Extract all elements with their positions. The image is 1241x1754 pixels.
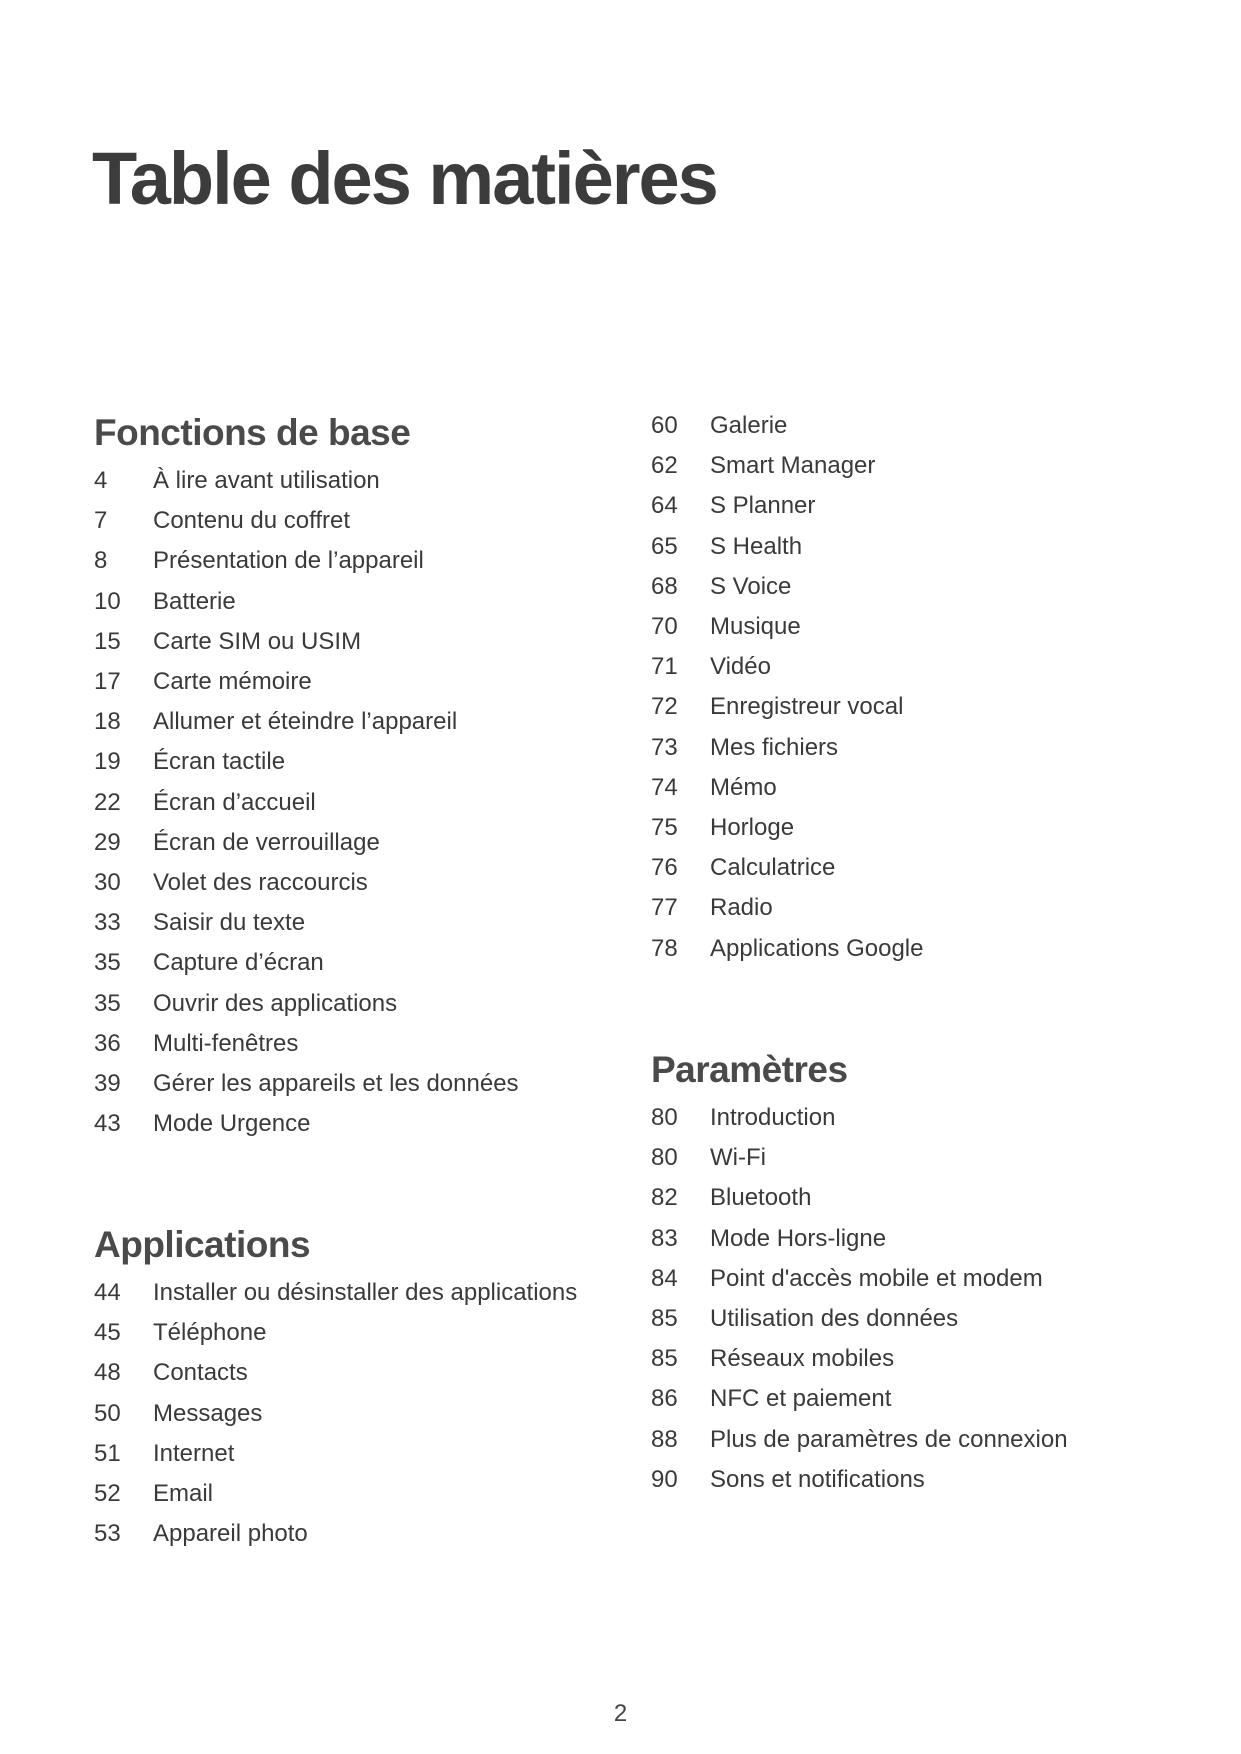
toc-entry-label: Galerie bbox=[710, 412, 788, 440]
toc-page-number: 29 bbox=[94, 828, 121, 856]
toc-page-number: 15 bbox=[94, 627, 121, 655]
toc-entry-label: Contenu du coffret bbox=[153, 507, 351, 535]
toc-entry-label: Mode Hors-ligne bbox=[710, 1224, 887, 1252]
toc-entry-label: Écran d’accueil bbox=[153, 788, 316, 816]
toc-page-number: 86 bbox=[651, 1385, 678, 1413]
toc-entry-label: Gérer les appareils et les données bbox=[153, 1069, 519, 1097]
toc-entry-label: Téléphone bbox=[153, 1319, 267, 1347]
toc-page-number: 17 bbox=[94, 668, 121, 696]
toc-entry[interactable] bbox=[94, 863, 614, 903]
toc-entry-label: Email bbox=[153, 1480, 214, 1508]
toc-page-number: 18 bbox=[94, 708, 121, 736]
toc-page-number: 8 bbox=[94, 547, 108, 575]
toc-entry[interactable] bbox=[94, 582, 614, 622]
toc-entry-label: Contacts bbox=[153, 1359, 248, 1387]
toc-entry-label: Musique bbox=[710, 613, 801, 641]
toc-page-number: 48 bbox=[94, 1359, 121, 1387]
toc-entry-label: Utilisation des données bbox=[710, 1305, 959, 1333]
toc-entry-label: Installer ou désinstaller des applications bbox=[153, 1279, 578, 1307]
toc-page-number: 77 bbox=[651, 894, 678, 922]
toc-entry[interactable] bbox=[651, 647, 1171, 687]
toc-page-number: 71 bbox=[651, 653, 678, 681]
toc-entry-label: Mes fichiers bbox=[710, 733, 839, 761]
toc-entry[interactable] bbox=[94, 622, 614, 662]
toc-entry-label: Applications Google bbox=[710, 934, 924, 962]
toc-entry-label: Calculatrice bbox=[710, 854, 836, 882]
toc-entry-label: Horloge bbox=[710, 813, 795, 841]
toc-page-number: 36 bbox=[94, 1029, 121, 1057]
toc-page-number: 19 bbox=[94, 748, 121, 776]
section-applications bbox=[94, 1217, 614, 1554]
section-heading: Paramètres bbox=[651, 1049, 848, 1090]
toc-entry-label: À lire avant utilisation bbox=[153, 467, 380, 495]
toc-entry[interactable] bbox=[651, 607, 1171, 647]
toc-entry[interactable] bbox=[651, 728, 1171, 768]
toc-entry[interactable] bbox=[94, 541, 614, 581]
toc-page-number: 22 bbox=[94, 788, 121, 816]
toc-page-number: 72 bbox=[651, 693, 678, 721]
toc-entry[interactable] bbox=[651, 848, 1171, 888]
toc-entry[interactable] bbox=[651, 1219, 1171, 1259]
toc-entry[interactable] bbox=[94, 1474, 614, 1514]
toc-page-number: 84 bbox=[651, 1264, 678, 1292]
toc-entry-label: Capture d’écran bbox=[153, 949, 324, 977]
toc-entry[interactable] bbox=[94, 1104, 614, 1144]
toc-entry[interactable] bbox=[651, 687, 1171, 727]
section-applications-continued bbox=[651, 406, 1171, 969]
toc-entry[interactable] bbox=[94, 1434, 614, 1474]
toc-entry[interactable] bbox=[94, 1024, 614, 1064]
toc-page-number: 82 bbox=[651, 1184, 678, 1212]
toc-entry-label: Allumer et éteindre l’appareil bbox=[153, 708, 458, 736]
toc-page-number: 51 bbox=[94, 1439, 121, 1467]
toc-entry[interactable] bbox=[651, 486, 1171, 526]
toc-entry-label: Saisir du texte bbox=[153, 909, 306, 937]
toc-entry[interactable] bbox=[94, 1514, 614, 1554]
toc-page-number: 39 bbox=[94, 1069, 121, 1097]
toc-entry[interactable] bbox=[651, 1178, 1171, 1218]
toc-page-number: 90 bbox=[651, 1465, 678, 1493]
toc-entry-label: Volet des raccourcis bbox=[153, 868, 368, 896]
toc-entry-label: Internet bbox=[153, 1439, 235, 1467]
toc-entry-label: Carte mémoire bbox=[153, 668, 312, 696]
section-heading: Applications bbox=[94, 1224, 311, 1265]
toc-entry[interactable] bbox=[651, 1299, 1171, 1339]
toc-entry[interactable] bbox=[94, 983, 614, 1023]
toc-entry-label: Mode Urgence bbox=[153, 1110, 311, 1138]
toc-entry-label: Point d'accès mobile et modem bbox=[710, 1264, 1043, 1292]
toc-entry[interactable] bbox=[651, 567, 1171, 607]
toc-entry-label: S Planner bbox=[710, 492, 816, 520]
toc-entry[interactable] bbox=[651, 928, 1171, 968]
toc-entry[interactable] bbox=[651, 808, 1171, 848]
toc-entry-label: Sons et notifications bbox=[710, 1465, 925, 1493]
toc-entry[interactable] bbox=[651, 1339, 1171, 1379]
toc-page-number: 64 bbox=[651, 492, 678, 520]
page-title: Table des matières bbox=[92, 137, 717, 220]
toc-entry[interactable] bbox=[94, 461, 614, 501]
toc-entry[interactable] bbox=[94, 823, 614, 863]
toc-entry[interactable] bbox=[94, 1353, 614, 1393]
toc-page-number: 78 bbox=[651, 934, 678, 962]
toc-entry[interactable] bbox=[94, 1064, 614, 1104]
toc-entry-label: Plus de paramètres de connexion bbox=[710, 1425, 1068, 1453]
toc-entry[interactable] bbox=[651, 446, 1171, 486]
toc-page-number: 85 bbox=[651, 1345, 678, 1373]
toc-page-number: 50 bbox=[94, 1399, 121, 1427]
toc-page-number: 35 bbox=[94, 949, 121, 977]
toc-page-number: 80 bbox=[651, 1144, 678, 1172]
section-fonctions-de-base bbox=[94, 405, 614, 1144]
toc-entry-label: Carte SIM ou USIM bbox=[153, 627, 362, 655]
toc-entry[interactable] bbox=[651, 1420, 1171, 1460]
toc-page-number: 76 bbox=[651, 854, 678, 882]
toc-entry-label: Wi-Fi bbox=[710, 1144, 766, 1172]
toc-entry[interactable] bbox=[651, 527, 1171, 567]
toc-entry[interactable] bbox=[94, 903, 614, 943]
toc-list bbox=[94, 461, 614, 1144]
toc-page-number: 10 bbox=[94, 587, 121, 615]
toc-entry[interactable] bbox=[651, 1460, 1171, 1500]
toc-list bbox=[651, 1098, 1171, 1500]
toc-page-number: 80 bbox=[651, 1104, 678, 1132]
toc-page-number: 75 bbox=[651, 813, 678, 841]
toc-entry[interactable] bbox=[94, 662, 614, 702]
toc-page-number: 73 bbox=[651, 733, 678, 761]
toc-page-number: 62 bbox=[651, 452, 678, 480]
toc-page-number: 33 bbox=[94, 909, 121, 937]
toc-page-number: 30 bbox=[94, 868, 121, 896]
toc-entry-label: Présentation de l’appareil bbox=[153, 547, 424, 575]
toc-entry[interactable] bbox=[651, 406, 1171, 446]
toc-entry[interactable] bbox=[94, 943, 614, 983]
toc-entry-label: Appareil photo bbox=[153, 1520, 308, 1548]
toc-entry[interactable] bbox=[94, 1313, 614, 1353]
toc-entry-label: Réseaux mobiles bbox=[710, 1345, 895, 1373]
toc-entry[interactable] bbox=[94, 783, 614, 823]
toc-page-number: 74 bbox=[651, 773, 678, 801]
toc-entry-label: Introduction bbox=[710, 1104, 836, 1132]
toc-entry-label: Mémo bbox=[710, 773, 777, 801]
toc-page-number: 70 bbox=[651, 613, 678, 641]
toc-entry[interactable] bbox=[651, 1379, 1171, 1419]
toc-entry[interactable] bbox=[94, 702, 614, 742]
section-heading: Fonctions de base bbox=[94, 412, 411, 453]
toc-entry[interactable] bbox=[651, 768, 1171, 808]
toc-page-number: 43 bbox=[94, 1110, 121, 1138]
toc-entry-label: Vidéo bbox=[710, 653, 771, 681]
toc-entry-label: Messages bbox=[153, 1399, 263, 1427]
toc-page-number: 44 bbox=[94, 1279, 121, 1307]
toc-entry-label: NFC et paiement bbox=[710, 1385, 892, 1413]
page-number: 2 bbox=[613, 1700, 628, 1727]
toc-list bbox=[94, 1273, 614, 1554]
toc-entry-label: S Health bbox=[710, 532, 803, 560]
toc-entry[interactable] bbox=[94, 1394, 614, 1434]
toc-page-number: 7 bbox=[94, 507, 108, 535]
toc-entry[interactable] bbox=[651, 1259, 1171, 1299]
toc-entry[interactable] bbox=[651, 1138, 1171, 1178]
toc-entry-label: Bluetooth bbox=[710, 1184, 812, 1212]
toc-entry[interactable] bbox=[94, 501, 614, 541]
toc-entry-label: S Voice bbox=[710, 572, 792, 600]
toc-page-number: 52 bbox=[94, 1480, 121, 1508]
section-parametres bbox=[651, 1042, 1171, 1500]
toc-entry-label: Radio bbox=[710, 894, 773, 922]
toc-page-number: 83 bbox=[651, 1224, 678, 1252]
toc-list bbox=[651, 406, 1171, 969]
toc-entry-label: Smart Manager bbox=[710, 452, 876, 480]
toc-page-number: 65 bbox=[651, 532, 678, 560]
toc-entry[interactable] bbox=[651, 888, 1171, 928]
toc-entry-label: Enregistreur vocal bbox=[710, 693, 904, 721]
toc-page-number: 85 bbox=[651, 1305, 678, 1333]
toc-entry-label: Batterie bbox=[153, 587, 236, 615]
toc-page-number: 53 bbox=[94, 1520, 121, 1548]
toc-page-number: 35 bbox=[94, 989, 121, 1017]
toc-entry[interactable] bbox=[94, 742, 614, 782]
toc-entry-label: Écran de verrouillage bbox=[153, 828, 380, 856]
toc-entry-label: Multi-fenêtres bbox=[153, 1029, 299, 1057]
toc-page-number: 45 bbox=[94, 1319, 121, 1347]
toc-entry[interactable] bbox=[651, 1098, 1171, 1138]
toc-page-number: 68 bbox=[651, 572, 678, 600]
toc-page-number: 88 bbox=[651, 1425, 678, 1453]
toc-page-number: 60 bbox=[651, 412, 678, 440]
toc-page-number: 4 bbox=[94, 467, 108, 495]
toc-entry-label: Ouvrir des applications bbox=[153, 989, 398, 1017]
toc-entry[interactable] bbox=[94, 1273, 614, 1313]
toc-entry-label: Écran tactile bbox=[153, 748, 286, 776]
